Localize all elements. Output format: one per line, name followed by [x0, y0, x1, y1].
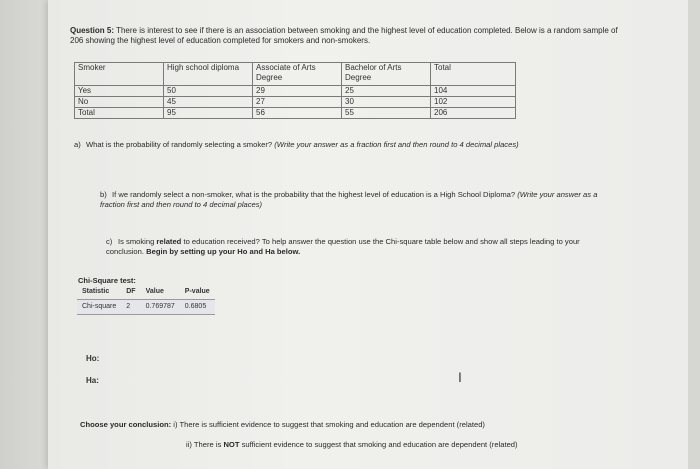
page-right-shadow: [688, 0, 700, 469]
table-header: Associate of Arts Degree: [253, 63, 342, 86]
table-cell: 102: [431, 97, 516, 108]
part-b-mark: b): [100, 190, 107, 199]
chi-header: Statistic: [77, 285, 121, 300]
part-c-bold-1: related: [156, 237, 182, 246]
part-c: [106, 237, 606, 257]
chi-square-title: Chi-Square test:: [78, 276, 136, 285]
conclusion-option-2-suffix: sufficient evidence to suggest that smoking and education are dependent (related): [241, 440, 518, 449]
table-cell: 56: [253, 108, 342, 119]
table-cell: 27: [253, 97, 342, 108]
ha-label: Ha:: [86, 376, 99, 385]
table-cell: 55: [342, 108, 431, 119]
part-a-text: What is the probability of randomly selecting a smoker?: [86, 140, 273, 149]
text-cursor-icon: I: [458, 369, 462, 385]
part-c-text-2: to education received? To help answer the question use the Chi-square table below and show all steps leading to your conclusion.: [106, 237, 580, 256]
table-header-row: [75, 63, 516, 86]
part-c-mark: c): [106, 237, 113, 246]
table-cell: 50: [164, 86, 253, 97]
chi-header-row: [77, 285, 215, 300]
chi-cell: 2: [121, 300, 140, 315]
question-intro: [70, 26, 630, 46]
table-cell: No: [75, 97, 164, 108]
chi-square-table: [77, 285, 215, 315]
chi-row: [77, 300, 215, 315]
part-b: [100, 190, 620, 210]
table-cell: 95: [164, 108, 253, 119]
table-row: [75, 97, 516, 108]
chi-header: DF: [121, 285, 140, 300]
table-cell: 25: [342, 86, 431, 97]
page-left-shadow: [0, 0, 48, 469]
chi-header: P-value: [180, 285, 215, 300]
part-a-mark: a): [74, 140, 81, 149]
table-cell: 30: [342, 97, 431, 108]
table-header: Total: [431, 63, 516, 86]
part-a-instructions: (Write your answer as a fraction first and then round to 4 decimal places): [274, 140, 519, 149]
chi-cell: 0.769787: [141, 300, 180, 315]
conclusion-option-2-prefix: ii) There is: [186, 440, 222, 449]
question-text: There is interest to see if there is an association between smoking and the highest level of education completed. Below is a random sample of 206 showing the highest level of education completed for smokers and non-smokers.: [70, 26, 618, 45]
table-header: Smoker: [75, 63, 164, 86]
chi-cell: 0.6805: [180, 300, 215, 315]
conclusion-option-2-bold: NOT: [223, 440, 240, 449]
ho-label: Ho:: [86, 354, 100, 363]
conclusion-line-2: [186, 440, 646, 450]
part-b-text: If we randomly select a non-smoker, what is the probability that the highest level of education is a High School Diploma?: [112, 190, 516, 199]
table-header: Bachelor of Arts Degree: [342, 63, 431, 86]
conclusion-line-1: [80, 420, 640, 430]
part-b-instructions: (Write your answer as a fraction first and then round to 4 decimal places): [100, 190, 598, 209]
table-row: [75, 108, 516, 119]
contingency-table: [74, 62, 516, 119]
part-c-text-1: Is smoking: [118, 237, 155, 246]
chi-cell: Chi-square: [77, 300, 121, 315]
conclusion-option-1: i) There is sufficient evidence to suggest that smoking and education are dependent (related): [173, 420, 485, 429]
question-label: Question 5:: [70, 26, 115, 35]
chi-header: Value: [141, 285, 180, 300]
part-c-bold-2: Begin by setting up your Ho and Ha below.: [146, 247, 301, 256]
table-cell: 104: [431, 86, 516, 97]
table-row: [75, 86, 516, 97]
table-cell: Yes: [75, 86, 164, 97]
conclusion-label: Choose your conclusion:: [80, 420, 172, 429]
table-cell: 206: [431, 108, 516, 119]
table-cell: Total: [75, 108, 164, 119]
table-cell: 29: [253, 86, 342, 97]
table-header: High school diploma: [164, 63, 253, 86]
table-cell: 45: [164, 97, 253, 108]
part-a: [74, 140, 614, 150]
